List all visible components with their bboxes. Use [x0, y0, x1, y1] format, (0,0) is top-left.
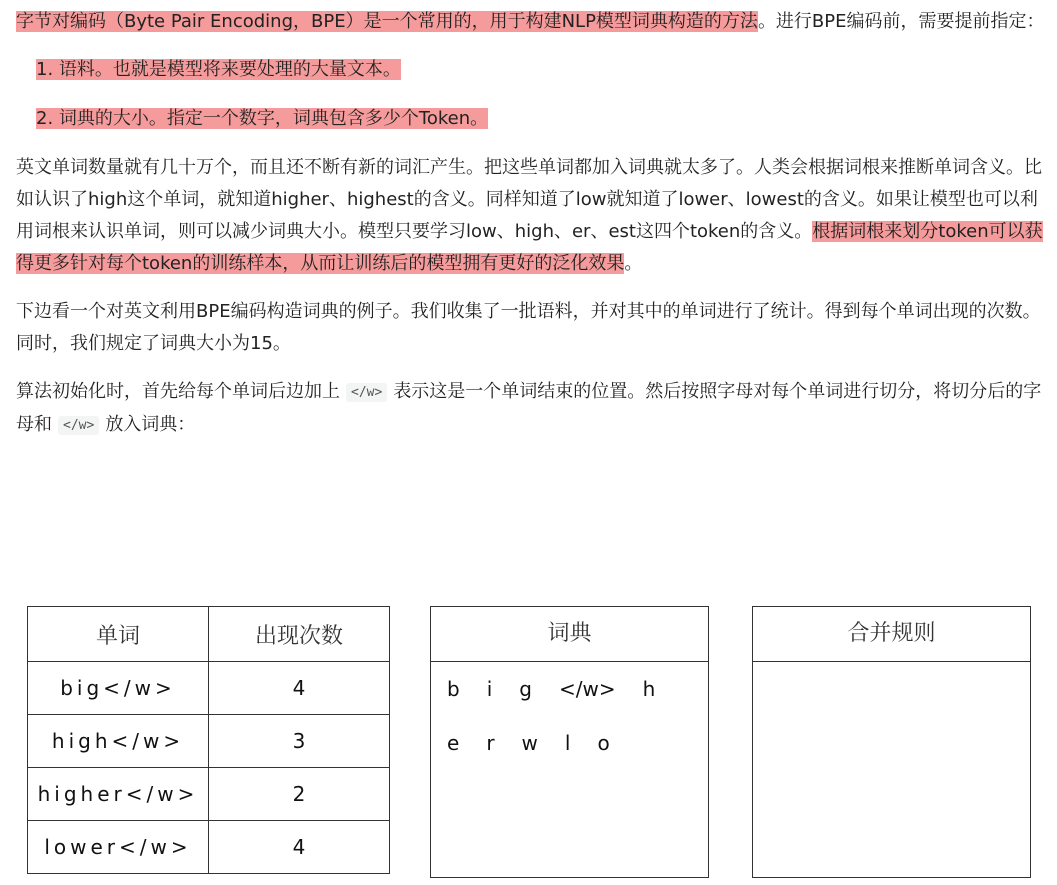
highlighted-definition: 字节对编码（Byte Pair Encoding，BPE）是一个常用的，用于构建NLP模型词典构造的方法 [16, 11, 758, 32]
list-item-corpus: 1. 语料。也就是模型将来要处理的大量文本。 [36, 59, 401, 80]
example-paragraph: 下边看一个对英文利用BPE编码构造词典的例子。我们收集了一批语料，并对其中的单词进行了统计。得到每个单词出现的次数。同时，我们规定了词典大小为15。 [16, 301, 1041, 354]
prerequisite-list [16, 54, 1046, 135]
word-cell: high</w> [28, 715, 209, 768]
list-item [36, 103, 1046, 135]
word-cell: lower</w> [28, 821, 209, 874]
motivation-end: 。 [624, 253, 643, 274]
init-text-2: 表示这是一个单词结束的位置。然后按照字母对每个单词进行切分，将切分后的字母和 [16, 381, 1042, 435]
init-text-1: 算法初始化时，首先给每个单词后边加上 [16, 381, 340, 402]
vocab-token: g [519, 677, 532, 701]
merge-rules-title: 合并规则 [753, 607, 1030, 662]
header-count: 出现次数 [209, 607, 390, 662]
vocab-row [431, 662, 708, 716]
vocabulary-title: 词典 [431, 607, 708, 662]
end-of-word-code: </w> [58, 416, 99, 435]
vocab-token: w [521, 731, 538, 755]
table-header-row [28, 607, 390, 662]
word-cell: big</w> [28, 662, 209, 715]
table-row [28, 821, 390, 874]
intro-paragraph [16, 6, 1046, 38]
list-item [36, 54, 1046, 86]
vocab-token: b [447, 677, 460, 701]
vocab-token: e [447, 731, 460, 755]
table-row [28, 662, 390, 715]
vocab-token: l [564, 731, 571, 755]
init-paragraph [16, 376, 1046, 442]
count-cell: 3 [209, 715, 390, 768]
vocab-row [431, 716, 708, 770]
header-word: 单词 [28, 607, 209, 662]
list-item-vocab-size: 2. 词典的大小。指定一个数字，词典包含多少个Token。 [36, 108, 489, 129]
end-of-word-code: </w> [346, 383, 387, 402]
vocab-token: i [486, 677, 493, 701]
article-body [16, 6, 1046, 458]
init-text-3: 放入词典： [105, 414, 196, 435]
highlighted-conclusion: 根据词根来划分token可以获得更多针对每个token的训练样本，从而让训练后的模型拥有更好的泛化效果 [16, 221, 1043, 274]
motivation-text: 英文单词数量就有几十万个，而且还不断有新的词汇产生。把这些单词都加入词典就太多了。人类会根据词根来推断单词含义。比如认识了high这个单词，就知道higher、highest的含义。同样知道了low就知道了lower、lowest的含义。如果让模型也可以利用词根来认识单词，则可以减少词典大小。模型只要学习low、high、er、est这四个token的含义。 [16, 157, 1042, 242]
word-cell: higher</w> [28, 768, 209, 821]
merge-rules-box [752, 606, 1031, 878]
vocab-token: o [597, 731, 610, 755]
word-count-table [27, 606, 390, 874]
motivation-paragraph [16, 152, 1046, 280]
vocab-token: r [486, 731, 495, 755]
count-cell: 4 [209, 662, 390, 715]
intro-rest: 。进行BPE编码前，需要提前指定： [757, 11, 1045, 32]
table-row [28, 768, 390, 821]
count-cell: 4 [209, 821, 390, 874]
vocabulary-box [430, 606, 709, 878]
vocab-token: h [642, 677, 656, 701]
count-cell: 2 [209, 768, 390, 821]
table-row [28, 715, 390, 768]
vocab-token: </w> [558, 677, 616, 701]
